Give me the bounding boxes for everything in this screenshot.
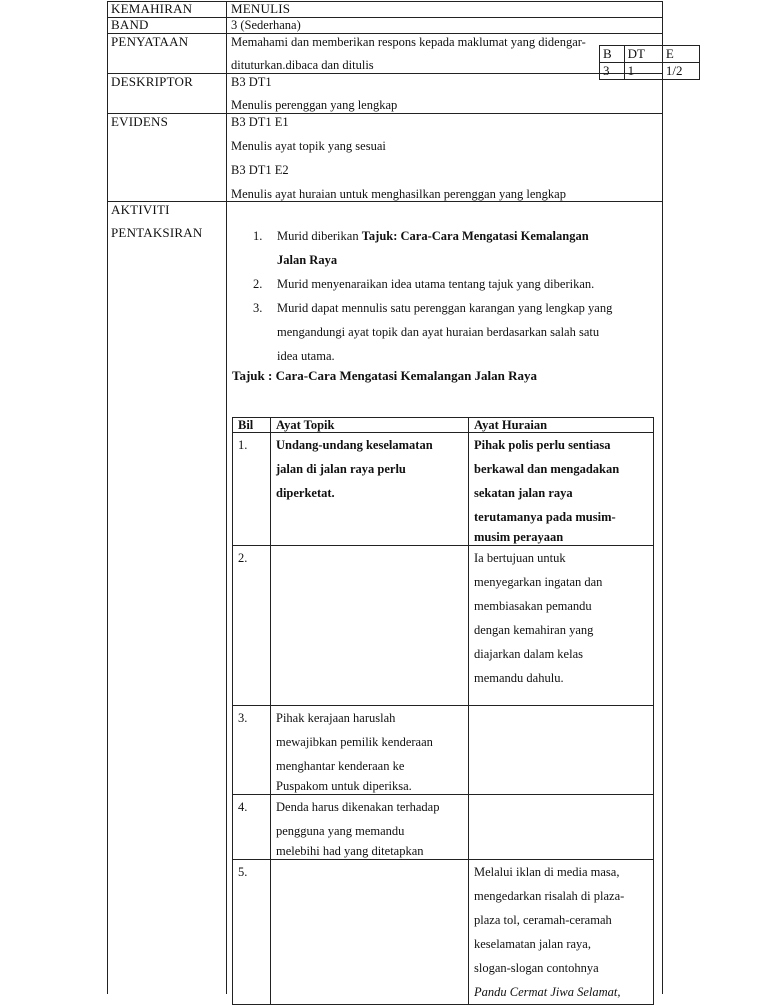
cell-line: mengedarkan risalah di plaza- xyxy=(474,889,625,903)
cell-line: Undang-undang keselamatan xyxy=(276,438,433,452)
cell-line: membiasakan pemandu xyxy=(474,599,592,613)
list-item xyxy=(253,272,653,296)
row-divider xyxy=(107,17,662,18)
evidens-code-2: B3 DT1 E2 xyxy=(231,163,289,177)
table-row xyxy=(233,860,654,1005)
cell-ayat-topik xyxy=(271,860,469,1005)
cell-line: mewajibkan pemilik kenderaan xyxy=(276,735,433,749)
step-number: 2. xyxy=(253,277,263,291)
cell-line: menyegarkan ingatan dan xyxy=(474,575,603,589)
bdt-value-e: 1/2 xyxy=(662,63,699,80)
bdt-header-e: E xyxy=(662,46,699,63)
cell-bil: 4. xyxy=(233,795,271,860)
cell-line: Puspakom untuk diperiksa. xyxy=(276,779,412,793)
table-row xyxy=(233,546,654,706)
cell-line: slogan-slogan contohnya xyxy=(474,961,599,975)
cell-line: diajarkan dalam kelas xyxy=(474,647,583,661)
row-divider xyxy=(107,113,662,114)
cell-line: pengguna yang memandu xyxy=(276,824,405,838)
cell-ayat-huraian xyxy=(469,706,654,795)
cell-line: musim perayaan xyxy=(474,530,564,544)
cell-line: Ia bertujuan untuk xyxy=(474,551,566,565)
cell-ayat-topik xyxy=(271,433,469,546)
label-pentaksiran: PENTAKSIRAN xyxy=(111,225,203,240)
bdt-header-b: B xyxy=(600,46,625,63)
activity-steps xyxy=(253,224,653,368)
cell-ayat-topik xyxy=(271,706,469,795)
label-penyataan: PENYATAAN xyxy=(111,34,189,49)
row-divider xyxy=(107,201,662,202)
ayat-table xyxy=(232,417,654,1005)
label-kemahiran: KEMAHIRAN xyxy=(111,1,193,16)
cell-line: Pihak kerajaan haruslah xyxy=(276,711,396,725)
cell-ayat-topik xyxy=(271,795,469,860)
step-title-bold: Tajuk: Cara-Cara Mengatasi Kemalangan xyxy=(361,229,589,243)
step-title-cont: Jalan Raya xyxy=(277,253,338,267)
value-deskriptor-code: B3 DT1 xyxy=(231,75,272,89)
row-divider xyxy=(107,33,662,34)
cell-line: dengan kemahiran yang xyxy=(474,623,594,637)
col-header-ayat-topik: Ayat Topik xyxy=(271,418,469,433)
cell-line: berkawal dan mengadakan xyxy=(474,462,620,476)
cell-bil: 1. xyxy=(233,433,271,546)
label-aktiviti: AKTIVITI xyxy=(111,202,170,217)
table-row xyxy=(233,706,654,795)
evidens-code-1: B3 DT1 E1 xyxy=(231,115,289,129)
list-item xyxy=(253,296,653,368)
step-text: Murid dapat mennulis satu perenggan karangan yang lengkap yang xyxy=(277,301,613,315)
cell-line: keselamatan jalan raya, xyxy=(474,937,591,951)
value-deskriptor-text: Menulis perenggan yang lengkap xyxy=(231,98,398,112)
bdt-value-b: 3 xyxy=(600,63,625,80)
step-text: Murid menyenaraikan idea utama tentang tajuk yang diberikan. xyxy=(277,277,595,291)
bdt-box xyxy=(599,45,700,80)
cell-line: melebihi had yang ditetapkan xyxy=(276,844,424,858)
bdt-value-dt: 1 xyxy=(624,63,662,80)
cell-line: terutamanya pada musim- xyxy=(474,510,616,524)
list-item xyxy=(253,224,653,272)
table-row xyxy=(233,795,654,860)
cell-bil: 2. xyxy=(233,546,271,706)
cell-ayat-huraian xyxy=(469,433,654,546)
label-deskriptor: DESKRIPTOR xyxy=(111,74,193,89)
cell-ayat-huraian xyxy=(469,860,654,1005)
step-number: 1. xyxy=(253,229,263,243)
tajuk-heading: Tajuk : Cara-Cara Mengatasi Kemalangan Jalan Raya xyxy=(232,368,538,383)
cell-line: Melalui iklan di media masa, xyxy=(474,865,620,879)
cell-bil: 3. xyxy=(233,706,271,795)
cell-line: memandu dahulu. xyxy=(474,671,564,685)
cell-ayat-huraian xyxy=(469,795,654,860)
label-evidens: EVIDENS xyxy=(111,114,169,129)
step-text: idea utama. xyxy=(277,349,335,363)
step-text: Murid diberikan xyxy=(277,229,362,243)
bdt-header-dt: DT xyxy=(624,46,662,63)
cell-ayat-topik xyxy=(271,546,469,706)
value-kemahiran: MENULIS xyxy=(231,1,291,16)
step-text: mengandungi ayat topik dan ayat huraian berdasarkan salah satu xyxy=(277,325,600,339)
column-divider xyxy=(226,1,227,994)
value-penyataan-line2: dituturkan.dibaca dan ditulis xyxy=(231,58,374,72)
cell-line: diperketat. xyxy=(276,486,335,500)
cell-bil: 5. xyxy=(233,860,271,1005)
table-border-left xyxy=(107,1,108,994)
label-band: BAND xyxy=(111,17,149,32)
col-header-ayat-huraian: Ayat Huraian xyxy=(469,418,654,433)
evidens-text-2: Menulis ayat huraian untuk menghasilkan perenggan yang lengkap xyxy=(231,187,566,201)
cell-line: menghantar kenderaan ke xyxy=(276,759,405,773)
value-band: 3 (Sederhana) xyxy=(231,18,301,32)
cell-line: Pandu Cermat Jiwa Selamat, xyxy=(474,985,621,999)
table-border-right xyxy=(662,1,663,994)
cell-line: plaza tol, ceramah-ceramah xyxy=(474,913,612,927)
cell-line: sekatan jalan raya xyxy=(474,486,573,500)
cell-line: jalan di jalan raya perlu xyxy=(276,462,406,476)
cell-line: Denda harus dikenakan terhadap xyxy=(276,800,440,814)
step-number: 3. xyxy=(253,301,263,315)
cell-line: Pihak polis perlu sentiasa xyxy=(474,438,611,452)
value-penyataan-line1: Memahami dan memberikan respons kepada maklumat yang didengar- xyxy=(231,35,586,49)
table-row xyxy=(233,433,654,546)
evidens-text-1: Menulis ayat topik yang sesuai xyxy=(231,139,386,153)
cell-ayat-huraian xyxy=(469,546,654,706)
col-header-bil: Bil xyxy=(233,418,271,433)
